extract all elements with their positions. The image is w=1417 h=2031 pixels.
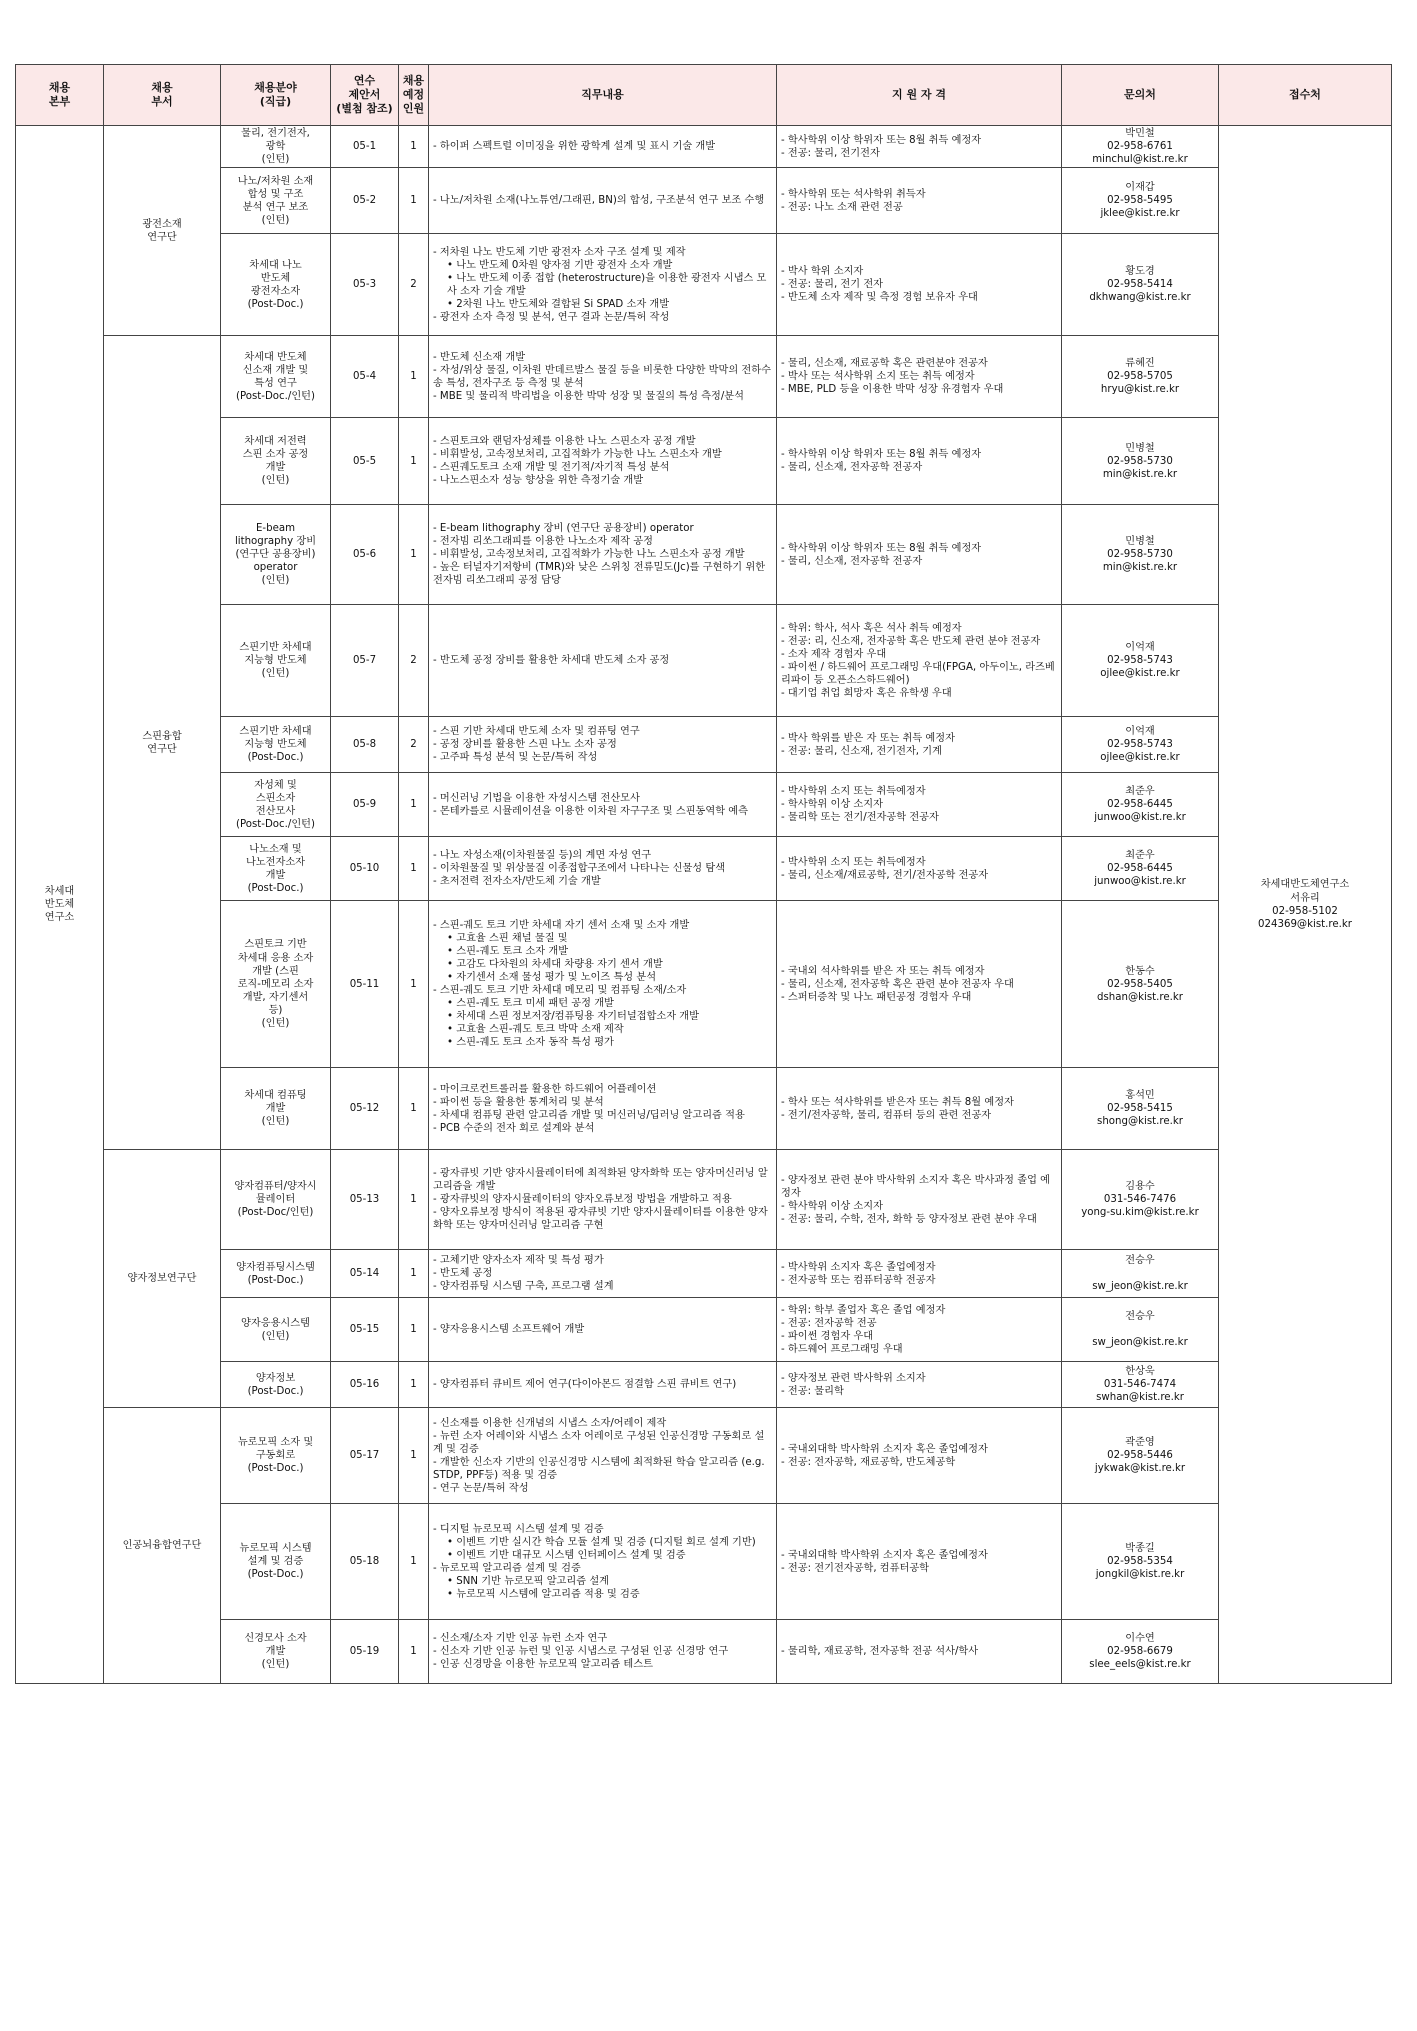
qualification-line: - 전공: 물리학: [781, 1385, 844, 1397]
duty-line: - 파이썬 등을 활용한 통계처리 및 분석: [433, 1096, 604, 1108]
duty-line: - 자성/위상 물질, 이차원 반데르발스 물질 등을 비롯한 다양한 박막의 전하수송 특성, 전자구조 등 측정 및 분석: [433, 364, 771, 389]
qualification-cell: [777, 336, 1062, 418]
field-cell: 물리, 전기전자, 광학 (인턴): [221, 126, 331, 168]
department-cell: 양자정보연구단: [104, 1150, 221, 1408]
table-row: [16, 605, 1392, 717]
duty-line: • 스핀-궤도 토크 미세 패턴 공정 개발: [447, 998, 614, 1010]
duty-line: - 마이크로컨트롤러를 활용한 하드웨어 어플레이션: [433, 1083, 657, 1095]
qualification-cell: [777, 168, 1062, 234]
header-row: [16, 65, 1392, 126]
duty-cell: [429, 1362, 777, 1408]
receiver-cell: 차세대반도체연구소 서유리 02-958-5102 024369@kist.re.kr: [1219, 126, 1392, 1684]
duty-cell: [429, 234, 777, 336]
table-row: [16, 1362, 1392, 1408]
duty-cell: [429, 1504, 777, 1620]
qualification-line: - 물리, 신소재, 전자공학 혹은 관련 분야 전공자 우대: [781, 978, 1014, 990]
department-cell: 스핀융합 연구단: [104, 336, 221, 1150]
qualification-line: - 물리, 신소재, 전자공학 전공자: [781, 462, 923, 474]
duty-line: • 나노 반도체 이종 접합 (heterostructure)을 이용한 광전자 시냅스 모사 소자 기술 개발: [447, 272, 767, 297]
qualification-line: - 전공: 리, 신소재, 전자공학 혹은 반도체 관련 분야 전공자: [781, 635, 1041, 647]
qualification-cell: [777, 1298, 1062, 1362]
duty-cell: [429, 901, 777, 1068]
proposal-code: 05-16: [331, 1362, 399, 1408]
duty-cell: [429, 168, 777, 234]
duty-line: - 초저전력 전자소자/반도체 기술 개발: [433, 876, 601, 888]
headcount-cell: 1: [399, 126, 429, 168]
proposal-code: 05-13: [331, 1150, 399, 1250]
contact-cell: 곽준영 02-958-5446 jykwak@kist.re.kr: [1062, 1408, 1219, 1504]
qualification-line: - 박사 또는 석사학위 소지 또는 취득 예정자: [781, 371, 975, 383]
header-field: 채용분야 (직급): [221, 65, 331, 126]
duty-line: - 반도체 신소재 개발: [433, 351, 526, 363]
duty-line: - 공정 장비를 활용한 스핀 나노 소자 공정: [433, 739, 617, 751]
qualification-line: - 물리, 신소재, 재료공학 혹은 관련분야 전공자: [781, 358, 988, 370]
qualification-cell: [777, 901, 1062, 1068]
table-row: [16, 336, 1392, 418]
duty-cell: [429, 1068, 777, 1150]
field-cell: 나노/저차원 소재 합성 및 구조 분석 연구 보조 (인턴): [221, 168, 331, 234]
department-cell: 인공뇌융합연구단: [104, 1408, 221, 1684]
headcount-cell: 1: [399, 336, 429, 418]
qualification-line: - 전공: 전자공학, 재료공학, 반도체공학: [781, 1456, 956, 1468]
duty-line: - 반도체 공정 장비를 활용한 차세대 반도체 소자 공정: [433, 655, 670, 667]
duty-line: - 비휘발성, 고속정보처리, 고집적화가 가능한 나노 스핀소자 개발: [433, 449, 722, 461]
qualification-line: - 스퍼터증착 및 나노 패턴공정 경험자 우대: [781, 991, 972, 1003]
duty-line: - 스핀토크와 랜덤자성체를 이용한 나노 스핀소자 공정 개발: [433, 436, 696, 448]
qualification-line: - 하드웨어 프로그래밍 우대: [781, 1343, 903, 1355]
qualification-line: - 학사학위 또는 석사학위 취득자: [781, 188, 926, 200]
table-body: [16, 126, 1392, 1684]
proposal-code: 05-3: [331, 234, 399, 336]
field-cell: 차세대 나노 반도체 광전자소자 (Post-Doc.): [221, 234, 331, 336]
field-cell: 차세대 컴퓨팅 개발 (인턴): [221, 1068, 331, 1150]
duty-line: • 고감도 다차원의 차세대 차량용 자기 센서 개발: [447, 959, 663, 971]
table-row: [16, 717, 1392, 773]
duty-line: - 신소재/소자 기반 인공 뉴런 소자 연구: [433, 1633, 608, 1645]
field-cell: 스핀기반 차세대 지능형 반도체 (인턴): [221, 605, 331, 717]
table-row: [16, 505, 1392, 605]
table-row: [16, 234, 1392, 336]
duty-line: - 하이퍼 스펙트럴 이미징을 위한 광학계 설계 및 표시 기술 개발: [433, 141, 716, 153]
duty-line: - 광전자 소자 측정 및 분석, 연구 결과 논문/특허 작성: [433, 311, 670, 323]
field-cell: 양자응용시스템 (인턴): [221, 1298, 331, 1362]
qualification-line: - 학위: 학사, 석사 혹은 석사 취득 예정자: [781, 622, 962, 634]
contact-cell: 한동수 02-958-5405 dshan@kist.re.kr: [1062, 901, 1219, 1068]
qualification-line: - 학사학위 이상 학위자 또는 8월 취득 예정자: [781, 449, 982, 461]
duty-line: - 저차원 나노 반도체 기반 광전자 소자 구조 설계 및 제작: [433, 246, 686, 258]
header-receiver: 접수처: [1219, 65, 1392, 126]
header-qualification: 지 원 자 격: [777, 65, 1062, 126]
duty-line: - 몬테카를로 시뮬레이션을 이용한 이차원 자구구조 및 스핀동역학 예측: [433, 805, 748, 817]
duty-line: • 이벤트 기반 대규모 시스템 인터페이스 설계 및 검증: [447, 1549, 686, 1561]
header-contact: 문의처: [1062, 65, 1219, 126]
headcount-cell: 1: [399, 901, 429, 1068]
proposal-code: 05-10: [331, 837, 399, 901]
duty-line: - 나노 자성소재(이차원물질 등)의 계면 자성 연구: [433, 850, 652, 862]
table-row: [16, 1250, 1392, 1298]
qualification-line: - MBE, PLD 등을 이용한 박막 성장 유경험자 우대: [781, 384, 1004, 396]
duty-line: - 양자오류보정 방식이 적용된 광자큐빗 기반 양자시뮬레이터를 이용한 양자화학 또는 양자머신러닝 알고리즘 구현: [433, 1207, 768, 1232]
contact-cell: 류혜진 02-958-5705 hryu@kist.re.kr: [1062, 336, 1219, 418]
qualification-line: - 학사학위 이상 소지자: [781, 799, 883, 811]
duty-cell: [429, 1408, 777, 1504]
duty-line: - 이차원물질 및 위상물질 이종접합구조에서 나타나는 신물성 탐색: [433, 863, 726, 875]
duty-line: - 광자큐빗의 양자시뮬레이터의 양자오류보정 방법을 개발하고 적용: [433, 1194, 732, 1206]
table-row: [16, 1150, 1392, 1250]
contact-cell: 전승우 sw_jeon@kist.re.kr: [1062, 1298, 1219, 1362]
qualification-line: - 전공: 물리, 수학, 전자, 화학 등 양자정보 관련 분야 우대: [781, 1213, 1037, 1225]
qualification-line: - 파이썬 경험자 우대: [781, 1330, 874, 1342]
duty-line: - 차세대 컴퓨팅 관련 알고리즘 개발 및 머신러닝/딥러닝 알고리즘 적용: [433, 1109, 745, 1121]
qualification-cell: [777, 234, 1062, 336]
duty-cell: [429, 418, 777, 505]
duty-line: • 차세대 스핀 정보저장/컴퓨팅용 자기터널접합소자 개발: [447, 1011, 699, 1023]
qualification-cell: [777, 126, 1062, 168]
proposal-code: 05-15: [331, 1298, 399, 1362]
contact-cell: 김용수 031-546-7476 yong-su.kim@kist.re.kr: [1062, 1150, 1219, 1250]
qualification-cell: [777, 837, 1062, 901]
proposal-code: 05-2: [331, 168, 399, 234]
duty-line: • 이벤트 기반 실시간 학습 모듈 설계 및 검증 (디지털 회로 설계 기반): [447, 1536, 756, 1548]
contact-cell: 박민철 02-958-6761 minchul@kist.re.kr: [1062, 126, 1219, 168]
qualification-line: - 국내외대학 박사학위 소지자 혹은 졸업예정자: [781, 1549, 988, 1561]
duty-line: • SNN 기반 뉴로모픽 알고리즘 설계: [447, 1575, 610, 1587]
duty-line: - 전자빔 리쏘그래피를 이용한 나노소자 제작 공정: [433, 536, 653, 548]
qualification-cell: [777, 1408, 1062, 1504]
duty-line: - 인공 신경망을 이용한 뉴로모픽 알고리즘 테스트: [433, 1659, 653, 1671]
headcount-cell: 1: [399, 418, 429, 505]
contact-cell: 홍석민 02-958-5415 shong@kist.re.kr: [1062, 1068, 1219, 1150]
proposal-code: 05-17: [331, 1408, 399, 1504]
field-cell: 뉴로모픽 시스템 설계 및 검증 (Post-Doc.): [221, 1504, 331, 1620]
duty-line: - 스핀-궤도 토크 기반 차세대 메모리 및 컴퓨팅 소재/소자: [433, 985, 687, 997]
duty-line: • 스핀-궤도 토크 소자 동작 특성 평가: [447, 1037, 614, 1049]
qualification-line: - 양자정보 관련 분야 박사학위 소지자 혹은 박사과정 졸업 예정자: [781, 1174, 1051, 1199]
qualification-line: - 전자공학 또는 컴퓨터공학 전공자: [781, 1274, 936, 1286]
qualification-cell: [777, 505, 1062, 605]
contact-cell: 이억재 02-958-5743 ojlee@kist.re.kr: [1062, 717, 1219, 773]
qualification-line: - 물리학, 재료공학, 전자공학 전공 석사/학사: [781, 1646, 979, 1658]
duty-line: • 나노 반도체 0차원 양자점 기반 광전자 소자 개발: [447, 259, 673, 271]
headcount-cell: 1: [399, 505, 429, 605]
qualification-line: - 박사 학위를 받은 자 또는 취득 예정자: [781, 732, 955, 744]
qualification-cell: [777, 1362, 1062, 1408]
duty-line: - 디지털 뉴로모픽 시스템 설계 및 검증: [433, 1523, 604, 1535]
qualification-line: - 반도체 소자 제작 및 측정 경험 보유자 우대: [781, 292, 978, 304]
headcount-cell: 1: [399, 1362, 429, 1408]
duty-line: - 반도체 공정: [433, 1268, 493, 1280]
qualification-cell: [777, 1620, 1062, 1684]
qualification-line: - 국내외 석사학위를 받은 자 또는 취득 예정자: [781, 965, 985, 977]
contact-cell: 민병철 02-958-5730 min@kist.re.kr: [1062, 418, 1219, 505]
duty-cell: [429, 336, 777, 418]
proposal-code: 05-1: [331, 126, 399, 168]
proposal-code: 05-7: [331, 605, 399, 717]
headcount-cell: 1: [399, 1620, 429, 1684]
proposal-code: 05-18: [331, 1504, 399, 1620]
headcount-cell: 2: [399, 605, 429, 717]
duty-line: - 스핀궤도토크 소재 개발 및 전기적/자기적 특성 분석: [433, 462, 670, 474]
table-row: [16, 1504, 1392, 1620]
qualification-line: - 전공: 물리, 전기 전자: [781, 279, 884, 291]
duty-line: - 높은 터널자기저항비 (TMR)와 낮은 스위칭 전류밀도(Jc)를 구현하기 위한 전자빔 리쏘그래피 공정 담당: [433, 562, 766, 587]
qualification-line: - 전공: 전기전자공학, 컴퓨터공학: [781, 1562, 929, 1574]
proposal-code: 05-4: [331, 336, 399, 418]
duty-line: - 나노스핀소자 성능 향상을 위한 측정기술 개발: [433, 475, 644, 487]
headcount-cell: 1: [399, 1250, 429, 1298]
proposal-code: 05-6: [331, 505, 399, 605]
headcount-cell: 1: [399, 1298, 429, 1362]
qualification-line: - 박사학위 소지자 혹은 졸업예정자: [781, 1261, 936, 1273]
field-cell: 양자컴퓨터/양자시 뮬레이터 (Post-Doc/인턴): [221, 1150, 331, 1250]
contact-cell: 최준우 02-958-6445 junwoo@kist.re.kr: [1062, 837, 1219, 901]
qualification-line: - 전공: 물리, 전기전자: [781, 147, 880, 159]
table-row: [16, 1620, 1392, 1684]
duty-line: • 뉴로모픽 시스템에 알고리즘 적용 및 검증: [447, 1588, 640, 1600]
contact-cell: 한상욱 031-546-7474 swhan@kist.re.kr: [1062, 1362, 1219, 1408]
proposal-code: 05-8: [331, 717, 399, 773]
proposal-code: 05-5: [331, 418, 399, 505]
field-cell: 차세대 저전력 스핀 소자 공정 개발 (인턴): [221, 418, 331, 505]
headcount-cell: 1: [399, 773, 429, 837]
qualification-line: - 대기업 취업 희망자 혹은 유학생 우대: [781, 687, 952, 699]
field-cell: 양자정보 (Post-Doc.): [221, 1362, 331, 1408]
qualification-line: - 학사학위 이상 학위자 또는 8월 취득 예정자: [781, 542, 982, 554]
duty-line: - 뉴로모픽 알고리즘 설계 및 검증: [433, 1562, 581, 1574]
qualification-line: - 박사학위 소지 또는 취득예정자: [781, 856, 926, 868]
contact-cell: 이억재 02-958-5743 ojlee@kist.re.kr: [1062, 605, 1219, 717]
duty-cell: [429, 505, 777, 605]
duty-line: - 비휘발성, 고속정보처리, 고집적화가 가능한 나노 스핀소자 공정 개발: [433, 549, 745, 561]
table-row: [16, 1068, 1392, 1150]
duty-line: - 고체기반 양자소자 제작 및 특성 평가: [433, 1255, 604, 1267]
duty-line: • 자기센서 소재 물성 평가 및 노이즈 특성 분석: [447, 972, 657, 984]
duty-cell: [429, 1250, 777, 1298]
qualification-line: - 물리, 신소재/재료공학, 전기/전자공학 전공자: [781, 869, 989, 881]
table-row: [16, 901, 1392, 1068]
qualification-line: - 소자 제작 경험자 우대: [781, 648, 887, 660]
duty-cell: [429, 773, 777, 837]
department-cell: 광전소재 연구단: [104, 126, 221, 336]
duty-line: - 광자큐빗 기반 양자시뮬레이터에 최적화된 양자화학 또는 양자머신러닝 알고리즘을 개발: [433, 1168, 768, 1193]
qualification-cell: [777, 773, 1062, 837]
headcount-cell: 2: [399, 234, 429, 336]
qualification-line: - 국내외대학 박사학위 소지자 혹은 졸업예정자: [781, 1443, 988, 1455]
qualification-line: - 학사학위 이상 소지자: [781, 1200, 883, 1212]
qualification-cell: [777, 605, 1062, 717]
duty-line: - 나노/저차원 소재(나노튜연/그래핀, BN)의 합성, 구조분석 연구 보조 수행: [433, 195, 765, 207]
qualification-line: - 전기/전자공학, 물리, 컴퓨터 등의 관련 전공자: [781, 1109, 992, 1121]
qualification-line: - 전공: 물리, 신소재, 전기전자, 기계: [781, 745, 942, 757]
duty-cell: [429, 837, 777, 901]
duty-line: • 2차원 나노 반도체와 결합된 Si SPAD 소자 개발: [447, 298, 670, 310]
headcount-cell: 1: [399, 1150, 429, 1250]
table-row: [16, 168, 1392, 234]
field-cell: 신경모사 소자 개발 (인턴): [221, 1620, 331, 1684]
duty-cell: [429, 717, 777, 773]
qualification-line: - 박사 학위 소지자: [781, 266, 864, 278]
duty-line: - PCB 수준의 전자 회로 설계와 분석: [433, 1122, 595, 1134]
contact-cell: 최준우 02-958-6445 junwoo@kist.re.kr: [1062, 773, 1219, 837]
duty-cell: [429, 1298, 777, 1362]
header-proposal: 연수 제안서 (별첨 참조): [331, 65, 399, 126]
proposal-code: 05-11: [331, 901, 399, 1068]
contact-cell: 이재갑 02-958-5495 jklee@kist.re.kr: [1062, 168, 1219, 234]
duty-line: - 스핀 기반 차세대 반도체 소자 및 컴퓨팅 연구: [433, 726, 640, 738]
field-cell: 뉴로모픽 소자 및 구동회로 (Post-Doc.): [221, 1408, 331, 1504]
qualification-cell: [777, 1150, 1062, 1250]
qualification-cell: [777, 1250, 1062, 1298]
header-duty: 직무내용: [429, 65, 777, 126]
header-division: 채용 본부: [16, 65, 104, 126]
qualification-cell: [777, 418, 1062, 505]
duty-line: • 스핀-궤도 토크 소자 개발: [447, 946, 569, 957]
duty-line: - 신소자 기반 인공 뉴런 및 인공 시냅스로 구성된 인공 신경망 연구: [433, 1646, 729, 1658]
contact-cell: 황도경 02-958-5414 dkhwang@kist.re.kr: [1062, 234, 1219, 336]
headcount-cell: 2: [399, 717, 429, 773]
qualification-line: - 파이썬 / 하드웨어 프로그래밍 우대(FPGA, 아두이노, 라즈베리파이 등 오픈소스하드웨어): [781, 661, 1055, 686]
qualification-line: - 전공: 나노 소재 관련 전공: [781, 201, 903, 213]
table-row: [16, 837, 1392, 901]
duty-line: - 스핀-궤도 토크 기반 차세대 자기 센서 소재 및 소자 개발: [433, 919, 690, 931]
duty-line: - 양자응용시스템 소프트웨어 개발: [433, 1324, 585, 1336]
duty-line: - E-beam lithography 장비 (연구단 공용장비) operator: [433, 523, 694, 535]
qualification-line: - 학사 또는 석사학위를 받은자 또는 취득 8월 예정자: [781, 1096, 1014, 1108]
duty-line: - 양자컴퓨터 큐비트 제어 연구(다이아몬드 점결함 스핀 큐비트 연구): [433, 1379, 737, 1391]
headcount-cell: 1: [399, 168, 429, 234]
qualification-line: - 양자정보 관련 박사학위 소지자: [781, 1372, 926, 1384]
duty-line: - 양자컴퓨팅 시스템 구축, 프로그램 설계: [433, 1281, 614, 1293]
contact-cell: 이수연 02-958-6679 slee_eels@kist.re.kr: [1062, 1620, 1219, 1684]
qualification-line: - 전공: 전자공학 전공: [781, 1317, 877, 1329]
duty-line: - 연구 논문/특허 작성: [433, 1482, 529, 1494]
qualification-line: - 물리, 신소재, 전자공학 전공자: [781, 555, 923, 567]
header-department: 채용 부서: [104, 65, 221, 126]
duty-line: - 신소재를 이용한 신개념의 시냅스 소자/어레이 제작: [433, 1417, 667, 1429]
field-cell: 자성체 및 스핀소자 전산모사 (Post-Doc./인턴): [221, 773, 331, 837]
duty-line: - 머신러닝 기법을 이용한 자성시스템 전산모사: [433, 792, 640, 804]
table-row: [16, 1408, 1392, 1504]
field-cell: 나노소재 및 나노전자소자 개발 (Post-Doc.): [221, 837, 331, 901]
headcount-cell: 1: [399, 1504, 429, 1620]
qualification-cell: [777, 1068, 1062, 1150]
qualification-line: - 물리학 또는 전기/전자공학 전공자: [781, 812, 939, 824]
table-row: [16, 126, 1392, 168]
field-cell: 스핀기반 차세대 지능형 반도체 (Post-Doc.): [221, 717, 331, 773]
proposal-code: 05-19: [331, 1620, 399, 1684]
qualification-line: - 학위: 학부 졸업자 혹은 졸업 예정자: [781, 1304, 946, 1316]
field-cell: E-beam lithography 장비 (연구단 공용장비) operator (인턴): [221, 505, 331, 605]
duty-cell: [429, 605, 777, 717]
field-cell: 스핀토크 기반 차세대 응용 소자 개발 (스핀 로직-메모리 소자 개발, 자기센서 등) (인턴): [221, 901, 331, 1068]
contact-cell: 박종길 02-958-5354 jongkil@kist.re.kr: [1062, 1504, 1219, 1620]
duty-line: - MBE 및 물리적 박리법을 이용한 박막 성장 및 물질의 특성 측정/분석: [433, 390, 744, 402]
proposal-code: 05-12: [331, 1068, 399, 1150]
recruitment-table: [15, 64, 1392, 1684]
table-row: [16, 1298, 1392, 1362]
field-cell: 양자컴퓨팅시스템 (Post-Doc.): [221, 1250, 331, 1298]
qualification-cell: [777, 717, 1062, 773]
duty-line: • 고효율 스핀 채널 물질 및: [447, 932, 568, 944]
field-cell: 차세대 반도체 신소재 개발 및 특성 연구 (Post-Doc./인턴): [221, 336, 331, 418]
duty-cell: [429, 1620, 777, 1684]
qualification-cell: [777, 1504, 1062, 1620]
duty-line: - 뉴런 소자 어레이와 시냅스 소자 어레이로 구성된 인공신경망 구동회로 설계 및 검증: [433, 1430, 765, 1455]
duty-line: • 고효율 스핀-궤도 토크 박막 소재 제작: [447, 1024, 624, 1036]
proposal-code: 05-14: [331, 1250, 399, 1298]
contact-cell: 전승우 sw_jeon@kist.re.kr: [1062, 1250, 1219, 1298]
contact-cell: 민병철 02-958-5730 min@kist.re.kr: [1062, 505, 1219, 605]
duty-line: - 고주파 특성 분석 및 논문/특허 작성: [433, 752, 598, 764]
duty-cell: [429, 126, 777, 168]
headcount-cell: 1: [399, 837, 429, 901]
division-cell: 차세대 반도체 연구소: [16, 126, 104, 1684]
table-row: [16, 418, 1392, 505]
duty-cell: [429, 1150, 777, 1250]
qualification-line: - 박사학위 소지 또는 취득예정자: [781, 786, 926, 798]
proposal-code: 05-9: [331, 773, 399, 837]
headcount-cell: 1: [399, 1068, 429, 1150]
qualification-line: - 학사학위 이상 학위자 또는 8월 취득 예정자: [781, 134, 982, 146]
table-row: [16, 773, 1392, 837]
headcount-cell: 1: [399, 1408, 429, 1504]
header-headcount: 채용 예정 인원: [399, 65, 429, 126]
duty-line: - 개발한 신소자 기반의 인공신경망 시스템에 최적화된 학습 알고리즘 (e.g. STDP, PPF등) 적용 및 검증: [433, 1456, 765, 1481]
